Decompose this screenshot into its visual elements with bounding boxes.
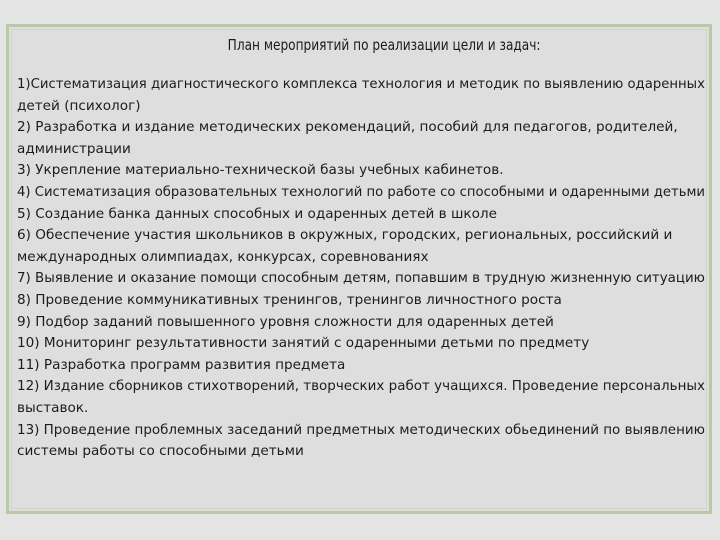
list-line: 3) Укрепление материально-технической базы учебных кабинетов. xyxy=(17,162,504,179)
list-line: 6) Обеспечение участия школьников в окружных, городских, региональных, российский и xyxy=(17,227,673,244)
list-line: 12) Издание сборников стихотворений, творческих работ учащихся. Проведение персональных xyxy=(17,378,706,395)
list-line: 10) Мониторинг результативности занятий с одаренными детьми по предмету xyxy=(17,335,590,352)
list-line: 1)Систематизация диагностического комплекса технология и методик по выявлению одаренных xyxy=(17,76,705,92)
plan-list xyxy=(17,74,705,463)
list-line: 8) Проведение коммуникативных тренингов, тренингов личностного роста xyxy=(17,291,562,308)
page-title xyxy=(0,36,720,54)
list-line: 5) Создание банка данных способных и одаренных детей в школе xyxy=(17,205,497,222)
list-line: 7) Выявление и оказание помощи способным детям, попавшим в трудную жизненную ситуацию xyxy=(17,270,705,287)
list-line: выставок. xyxy=(17,399,89,416)
list-line: 2) Разработка и издание методических рекомендаций, пособий для педагогов, родителей, xyxy=(17,119,678,136)
page-title-text: План мероприятий по реализации цели и задач: xyxy=(227,36,541,54)
list-line: международных олимпиадах, конкурсах, соревнованиях xyxy=(17,248,429,265)
list-line: 9) Подбор заданий повышенного уровня сложности для одаренных детей xyxy=(17,313,554,330)
list-line: 11) Разработка программ развития предмета xyxy=(17,356,346,373)
list-line: системы работы со способными детьми xyxy=(17,443,304,460)
list-line: детей (психолог) xyxy=(17,97,141,114)
list-line: 13) Проведение проблемных заседаний предметных методических обьединений по выявлению xyxy=(17,421,705,438)
list-line: администрации xyxy=(17,140,131,157)
list-line: 4) Систематизация образовательных технологий по работе со способными и одаренными детьми xyxy=(17,183,706,200)
